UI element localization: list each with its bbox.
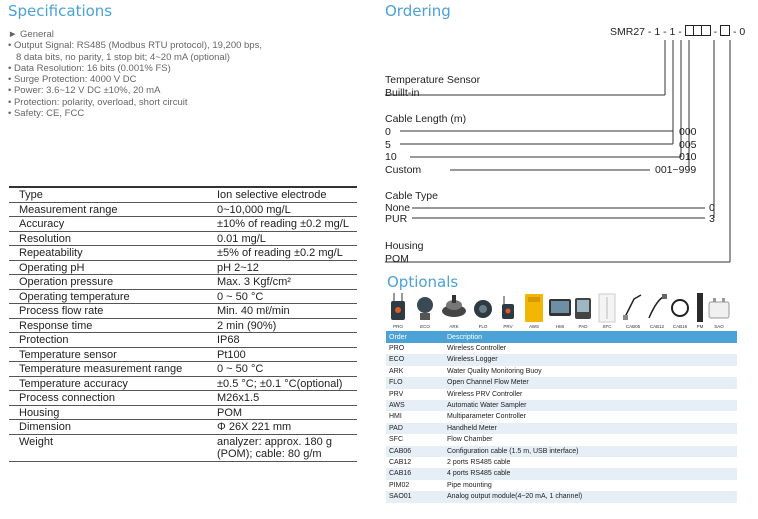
optional-row — [386, 446, 737, 457]
optionals-title: Optionals — [387, 273, 459, 291]
optional-icon-label: CAB12 — [649, 324, 665, 329]
optional-icon-label: FLO — [478, 324, 488, 329]
spec-key: Type — [9, 187, 195, 202]
spec-row — [9, 246, 357, 261]
prv-controller-icon — [500, 293, 516, 321]
spec-key: Temperature sensor — [9, 347, 195, 362]
optional-description: Handheld Meter — [444, 423, 737, 434]
handheld-meter-icon — [574, 293, 592, 321]
cable-length-option: Custom — [385, 164, 422, 176]
optional-row — [386, 343, 737, 354]
spec-value: pH 2~12 — [195, 260, 357, 275]
flow-meter-icon — [472, 293, 494, 321]
spec-row — [9, 260, 357, 275]
optional-row — [386, 480, 737, 491]
optional-description: 2 ports RS485 cable — [447, 459, 511, 467]
spec-row — [9, 275, 357, 290]
general-spec-list — [8, 29, 262, 119]
spec-value: 0 ~ 50 °C — [195, 289, 357, 304]
optional-row — [386, 423, 737, 434]
spec-value: Min. 40 mℓ/min — [195, 304, 357, 319]
model-separator: - — [713, 26, 718, 38]
optional-icon-label: PM — [696, 324, 704, 329]
spec-value: Ion selective electrode — [195, 187, 357, 202]
spec-row — [9, 405, 357, 420]
spec-key: Operating temperature — [9, 289, 195, 304]
general-line: • Protection: polarity, overload, short circuit — [8, 96, 188, 108]
model-prefix: SMR27 - 1 - 1 - — [610, 26, 682, 38]
optional-icon-label: PRV — [503, 324, 513, 329]
general-line: • Surge Protection: 4000 V DC — [8, 74, 137, 86]
optional-row — [386, 389, 737, 400]
optional-row — [386, 491, 737, 502]
optional-order-code: CAB06 — [386, 446, 444, 457]
ordering-title: Ordering — [385, 2, 451, 20]
spec-value: 0 ~ 50 °C — [195, 362, 357, 377]
cable-length-option: 10 — [385, 151, 397, 163]
spec-value: ±5% of reading ±0.2 mg/L — [195, 246, 357, 261]
wireless-controller-icon — [390, 293, 406, 321]
optional-order-code: HMI — [389, 413, 402, 421]
optionals-icon-strip — [386, 293, 736, 330]
general-line: • Data Resolution: 16 bits (0.001% FS) — [8, 62, 171, 74]
optional-icon-label: CAB06 — [625, 324, 641, 329]
optional-order-code: ECO — [386, 354, 444, 365]
spec-row — [9, 217, 357, 232]
optional-description: Flow Chamber — [447, 436, 493, 444]
optional-row — [386, 400, 737, 411]
optional-description: Wireless Logger — [444, 354, 737, 365]
optional-row — [386, 434, 737, 445]
spec-key: Operating pH — [9, 260, 195, 275]
spec-key: Housing — [9, 405, 195, 420]
cable-length-code: 010 — [679, 151, 697, 163]
optional-order-code: FLO — [386, 377, 444, 388]
spec-value: 0.01 mg/L — [195, 231, 357, 246]
optional-description: Multiparameter Controller — [447, 413, 526, 421]
header-order: Order — [386, 331, 444, 343]
optional-order-code: ARK — [389, 367, 404, 375]
spec-value: ±0.5 °C; ±0.1 °C(optional) — [195, 376, 357, 391]
general-line: • Safety: CE, FCC — [8, 108, 85, 120]
optional-description: 4 ports RS485 cable — [444, 468, 737, 479]
spec-key: Protection — [9, 333, 195, 348]
hmi-screen-icon — [548, 293, 572, 321]
model-end: - 0 — [732, 26, 746, 38]
spec-row — [9, 318, 357, 333]
spec-row — [9, 202, 357, 217]
cable-type-code: 0 — [709, 202, 715, 214]
spec-value: M26x1.5 — [195, 391, 357, 406]
optional-order-code: AWS — [386, 400, 444, 411]
optional-description: Automatic Water Sampler — [444, 400, 737, 411]
spec-row — [9, 347, 357, 362]
spec-row — [9, 333, 357, 348]
optional-order-code: PIM02 — [389, 481, 410, 489]
spec-value: Φ 26X 221 mm — [195, 420, 357, 435]
optional-icon-label: HMI — [555, 324, 565, 329]
optional-description: Analog output module(4~20 mA, 1 channel) — [444, 491, 737, 502]
cable-type-option: None — [385, 202, 411, 214]
optional-icon-label: ECO — [420, 324, 430, 329]
optional-row — [386, 366, 737, 377]
cable-icon — [646, 293, 668, 321]
spec-key: Temperature measurement range — [9, 362, 195, 377]
optional-order-code: CAB12 — [389, 459, 412, 467]
optional-row — [386, 468, 737, 479]
spec-key: Resolution — [9, 231, 195, 246]
optional-icon-label: PRO — [393, 324, 403, 329]
general-line: • Power: 3.6~12 V DC ±10%, 20 mA — [8, 85, 161, 97]
cable-type-label: Cable Type — [385, 190, 438, 202]
optional-row — [386, 377, 737, 388]
spec-value: 2 min (90%) — [195, 318, 357, 333]
spec-row — [9, 376, 357, 391]
housing-value: POM — [385, 253, 409, 265]
temp-sensor-value: Buillt-in — [385, 87, 420, 99]
cable-length-label: Cable Length (m) — [385, 113, 467, 125]
spec-value: 0~10,000 mg/L — [195, 202, 357, 217]
optional-description: Open Channel Flow Meter — [444, 377, 737, 388]
optional-icon-label: SAO — [714, 324, 724, 329]
optional-order-code: SFC — [389, 436, 403, 444]
spec-row — [9, 362, 357, 377]
optionals-table — [386, 331, 737, 503]
spec-row — [9, 231, 357, 246]
spec-row — [9, 420, 357, 435]
spec-key: Response time — [9, 318, 195, 333]
cable-length-code: 001~999 — [655, 164, 697, 176]
spec-row — [9, 187, 357, 202]
optional-description: Wireless PRV Controller — [447, 390, 523, 398]
analog-module-icon — [708, 293, 730, 321]
general-heading: ► General — [8, 29, 54, 40]
optional-icon-label: SFC — [602, 324, 612, 329]
pipe-mount-icon — [694, 293, 706, 323]
optional-description: Wireless Controller — [447, 345, 507, 352]
spec-key: Measurement range — [9, 202, 195, 217]
optional-row — [386, 457, 737, 468]
optional-icon-label: CAB16 — [672, 324, 688, 329]
spec-value: Max. 3 Kgf/cm² — [195, 275, 357, 290]
optional-description: Pipe mounting — [447, 481, 492, 489]
flow-chamber-icon — [597, 293, 617, 323]
optional-row — [386, 411, 737, 422]
optional-order-code: PRV — [389, 390, 404, 398]
optional-order-code: PAD — [386, 423, 444, 434]
cable-length-code: 000 — [679, 126, 697, 138]
optional-description: Water Quality Monitoring Buoy — [447, 367, 542, 375]
spec-row — [9, 304, 357, 319]
spec-key: Dimension — [9, 420, 195, 435]
water-sampler-icon — [524, 293, 544, 323]
spec-row — [9, 289, 357, 304]
spec-row — [9, 434, 357, 461]
optional-icon-label: PAD — [578, 324, 588, 329]
spec-value: IP68 — [195, 333, 357, 348]
general-line: 8 data bits, no parity, 1 stop bit; 4~20 mA (optional) — [16, 51, 230, 63]
cable-icon — [669, 293, 691, 321]
cable-length-option: 0 — [385, 126, 391, 138]
spec-key: Temperature accuracy — [9, 376, 195, 391]
buoy-icon — [441, 293, 467, 321]
optional-order-code: SAO01 — [386, 491, 444, 502]
spec-value: ±10% of reading ±0.2 mg/L — [195, 217, 357, 232]
spec-table — [9, 186, 357, 462]
spec-value: POM — [195, 405, 357, 420]
spec-key: Weight — [9, 434, 195, 461]
temp-sensor-label: Temperature Sensor — [385, 74, 481, 86]
cable-length-option: 5 — [385, 139, 391, 151]
optional-icon-label: AWS — [528, 324, 540, 329]
wireless-logger-icon — [416, 293, 434, 321]
cable-type-code: 3 — [709, 213, 715, 225]
spec-value: Pt100 — [195, 347, 357, 362]
optional-order-code: CAB16 — [386, 468, 444, 479]
spec-key: Operation pressure — [9, 275, 195, 290]
optional-icon-label: ARK — [449, 324, 459, 329]
specifications-title: Specifications — [8, 2, 113, 20]
optional-description: Configuration cable (1.5 m, USB interface) — [444, 446, 737, 457]
cable-type-option: PUR — [385, 213, 408, 225]
header-description: Description — [444, 331, 737, 343]
optional-order-code: PRO — [389, 345, 405, 352]
usb-cable-icon — [622, 293, 644, 321]
spec-key: Process flow rate — [9, 304, 195, 319]
spec-key: Repeatability — [9, 246, 195, 261]
spec-key: Accuracy — [9, 217, 195, 232]
general-line: • Output Signal: RS485 (Modbus RTU protocol), 19,200 bps, — [8, 40, 262, 52]
spec-key: Process connection — [9, 391, 195, 406]
spec-row — [9, 391, 357, 406]
optional-row — [386, 354, 737, 365]
spec-value: analyzer: approx. 180 g (POM); cable: 80 g/m — [195, 434, 357, 461]
housing-label: Housing — [385, 240, 424, 252]
cable-length-code: 005 — [679, 139, 697, 151]
